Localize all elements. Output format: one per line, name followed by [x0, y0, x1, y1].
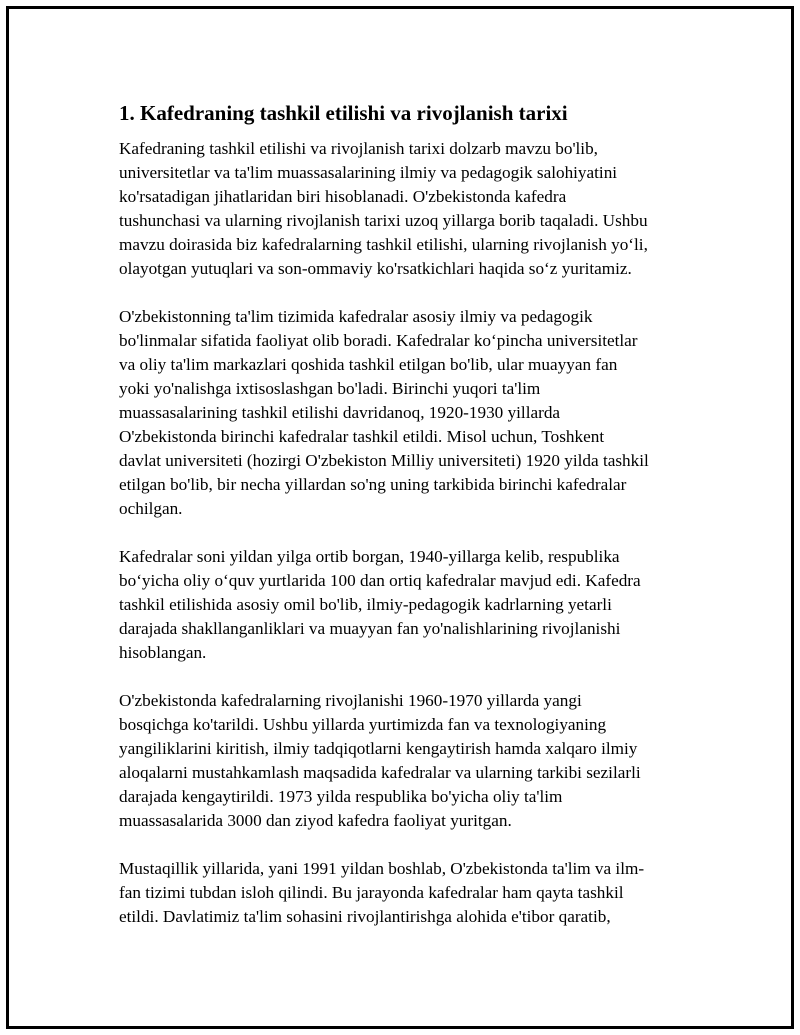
text-line: muassasalarida 3000 dan ziyod kafedra faoliyat yuritgan. [119, 811, 512, 830]
text-line: bosqichga ko'tarildi. Ushbu yillarda yurtimizda fan va texnologiyaning [119, 715, 607, 734]
paragraph [119, 857, 709, 929]
text-line: darajada shakllanganliklari va muayyan fan yo'nalishlarining rivojlanishi [119, 619, 621, 638]
text-line: O'zbekistonning ta'lim tizimida kafedralar asosiy ilmiy va pedagogik [119, 307, 593, 326]
text-line: hisoblangan. [119, 643, 207, 662]
section-heading: 1. Kafedraning tashkil etilishi va rivojlanish tarixi [119, 101, 568, 125]
text-line: olayotgan yutuqlari va son-ommaviy ko'rsatkichlari haqida so‘z yuritamiz. [119, 259, 632, 278]
text-line: muassasalarining tashkil etilishi davridanoq, 1920-1930 yillarda [119, 403, 561, 422]
text-line: Kafedraning tashkil etilishi va rivojlanish tarixi dolzarb mavzu bo'lib, [119, 139, 598, 158]
text-line: yoki yo'nalishga ixtisoslashgan bo'ladi. Birinchi yuqori ta'lim [119, 379, 541, 398]
text-line: aloqalarni mustahkamlash maqsadida kafedralar va ularning tarkibi sezilarli [119, 763, 641, 782]
text-line: tashkil etilishida asosiy omil bo'lib, ilmiy-pedagogik kadrlarning yetarli [119, 595, 612, 614]
paragraph [119, 689, 709, 833]
text-line: O'zbekistonda kafedralarning rivojlanishi 1960-1970 yillarda yangi [119, 691, 582, 710]
page-frame [6, 6, 794, 1029]
text-line: davlat universiteti (hozirgi O'zbekiston Milliy universiteti) 1920 yilda tashkil [119, 451, 649, 470]
text-line: fan tizimi tubdan isloh qilindi. Bu jarayonda kafedralar ham qayta tashkil [119, 883, 624, 902]
document-body [119, 99, 709, 953]
text-line: ochilgan. [119, 499, 183, 518]
text-line: bo'linmalar sifatida faoliyat olib boradi. Kafedralar ko‘pincha universitetlar [119, 331, 638, 350]
text-line: va oliy ta'lim markazlari qoshida tashkil etilgan bo'lib, ular muayyan fan [119, 355, 618, 374]
text-line: Kafedralar soni yildan yilga ortib borgan, 1940-yillarga kelib, respublika [119, 547, 620, 566]
paragraph [119, 545, 709, 665]
text-line: mavzu doirasida biz kafedralarning tashkil etilishi, ularning rivojlanish yo‘li, [119, 235, 648, 254]
text-line: yangiliklarini kiritish, ilmiy tadqiqotlarni kengaytirish hamda xalqaro ilmiy [119, 739, 638, 758]
paragraph [119, 137, 709, 281]
text-line: etildi. Davlatimiz ta'lim sohasini rivojlantirishga alohida e'tibor qaratib, [119, 907, 611, 926]
paragraph [119, 305, 709, 521]
text-line: universitetlar va ta'lim muassasalarining ilmiy va pedagogik salohiyatini [119, 163, 618, 182]
text-line: bo‘yicha oliy o‘quv yurtlarida 100 dan ortiq kafedralar mavjud edi. Kafedra [119, 571, 641, 590]
text-line: O'zbekistonda birinchi kafedralar tashkil etildi. Misol uchun, Toshkent [119, 427, 605, 446]
text-line: Mustaqillik yillarida, yani 1991 yildan boshlab, O'zbekistonda ta'lim va ilm- [119, 859, 645, 878]
text-line: darajada kengaytirildi. 1973 yilda respublika bo'yicha oliy ta'lim [119, 787, 563, 806]
text-line: ko'rsatadigan jihatlaridan biri hisoblanadi. O'zbekistonda kafedra [119, 187, 567, 206]
text-line: etilgan bo'lib, bir necha yillardan so'ng uning tarkibida birinchi kafedralar [119, 475, 627, 494]
text-line: tushunchasi va ularning rivojlanish tarixi uzoq yillarga borib taqaladi. Ushbu [119, 211, 648, 230]
